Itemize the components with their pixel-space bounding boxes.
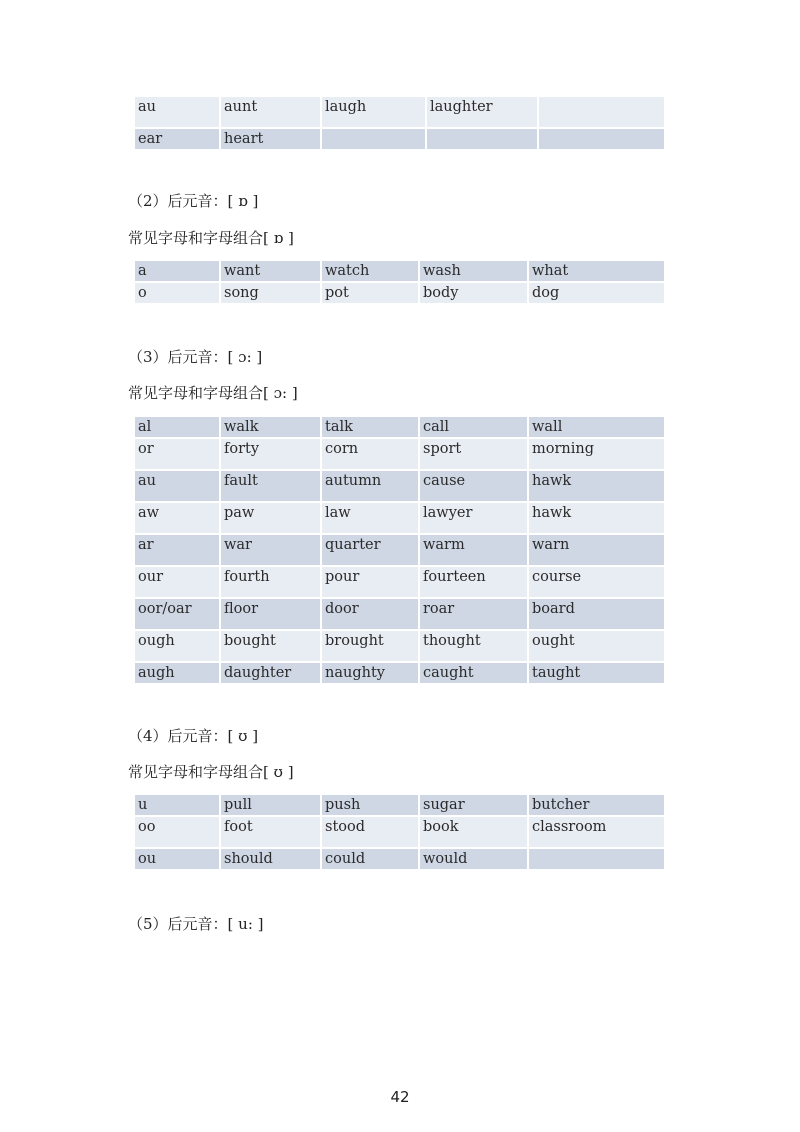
table-cell: autumn [322, 471, 420, 503]
table-continued [135, 97, 664, 151]
table-cell: daughter [221, 663, 322, 685]
table-cell: thought [420, 631, 529, 663]
table-cell: warn [529, 535, 664, 567]
table-cell: pot [322, 283, 420, 305]
table-cell [427, 129, 539, 151]
table-cell: caught [420, 663, 529, 685]
table-cell: song [221, 283, 322, 305]
table-row [135, 817, 664, 849]
table-cell: what [529, 261, 664, 283]
table-row [135, 599, 664, 631]
table-cell: dog [529, 283, 664, 305]
table-cell: wall [529, 417, 664, 439]
table-cell: brought [322, 631, 420, 663]
table-cell: ar [135, 535, 221, 567]
table-cell: au [135, 471, 221, 503]
table-cell: stood [322, 817, 420, 849]
table-cell: o [135, 283, 221, 305]
table-row [135, 283, 664, 305]
table-cell: morning [529, 439, 664, 471]
table-cell: walk [221, 417, 322, 439]
table-cell: bought [221, 631, 322, 663]
table-cell: au [135, 97, 221, 129]
table-cell [529, 849, 664, 871]
table-cell: could [322, 849, 420, 871]
table-cell: sport [420, 439, 529, 471]
table-cell: taught [529, 663, 664, 685]
table-row [135, 417, 664, 439]
table-cell: oo [135, 817, 221, 849]
table-cell: forty [221, 439, 322, 471]
table-row [135, 261, 664, 283]
table-cell: should [221, 849, 322, 871]
table-cell: floor [221, 599, 322, 631]
table-row [135, 97, 664, 129]
table-cell: lawyer [420, 503, 529, 535]
table-row [135, 795, 664, 817]
table-row [135, 631, 664, 663]
table-row [135, 439, 664, 471]
table-cell: laughter [427, 97, 539, 129]
table-cell: hawk [529, 471, 664, 503]
table-cell: laugh [322, 97, 427, 129]
table-o-short [135, 261, 664, 305]
table-cell: aunt [221, 97, 322, 129]
table-cell: board [529, 599, 664, 631]
table-cell [539, 129, 664, 151]
table-cell: ou [135, 849, 221, 871]
section-3-subtitle: 常见字母和字母组合[ ɔ: ] [128, 384, 298, 402]
table-cell: augh [135, 663, 221, 685]
table-cell: would [420, 849, 529, 871]
table-cell: fault [221, 471, 322, 503]
table-cell: course [529, 567, 664, 599]
table-cell: watch [322, 261, 420, 283]
table-row [135, 535, 664, 567]
table-cell: oor/oar [135, 599, 221, 631]
table-row [135, 849, 664, 871]
section-2-title: （2）后元音：[ ɒ ] [128, 192, 259, 210]
table-cell [322, 129, 427, 151]
table-cell: book [420, 817, 529, 849]
table-cell: aw [135, 503, 221, 535]
table-row [135, 471, 664, 503]
table-cell: want [221, 261, 322, 283]
section-5-title: （5）后元音：[ u: ] [128, 915, 264, 933]
section-4-title: （4）后元音：[ ʊ ] [128, 727, 259, 745]
table-cell: push [322, 795, 420, 817]
table-cell: door [322, 599, 420, 631]
table-cell: law [322, 503, 420, 535]
page-number: 42 [390, 1088, 410, 1106]
table-cell: ough [135, 631, 221, 663]
table-cell: ought [529, 631, 664, 663]
table-u-short [135, 795, 664, 871]
table-cell: naughty [322, 663, 420, 685]
table-cell: fourth [221, 567, 322, 599]
table-cell: war [221, 535, 322, 567]
table-cell: butcher [529, 795, 664, 817]
table-cell: ear [135, 129, 221, 151]
table-cell: pull [221, 795, 322, 817]
table-row [135, 129, 664, 151]
table-cell: corn [322, 439, 420, 471]
table-cell: heart [221, 129, 322, 151]
table-cell: al [135, 417, 221, 439]
table-row [135, 567, 664, 599]
table-cell: call [420, 417, 529, 439]
section-2-subtitle: 常见字母和字母组合[ ɒ ] [128, 229, 294, 247]
table-cell: wash [420, 261, 529, 283]
table-cell: foot [221, 817, 322, 849]
table-cell: fourteen [420, 567, 529, 599]
table-cell: cause [420, 471, 529, 503]
table-cell: talk [322, 417, 420, 439]
section-4-subtitle: 常见字母和字母组合[ ʊ ] [128, 763, 294, 781]
table-cell: classroom [529, 817, 664, 849]
table-cell: paw [221, 503, 322, 535]
section-3-title: （3）后元音：[ ɔ: ] [128, 348, 263, 366]
table-cell: pour [322, 567, 420, 599]
table-row [135, 663, 664, 685]
table-cell: body [420, 283, 529, 305]
table-cell: or [135, 439, 221, 471]
table-cell: our [135, 567, 221, 599]
table-cell: quarter [322, 535, 420, 567]
table-cell: warm [420, 535, 529, 567]
table-cell: sugar [420, 795, 529, 817]
table-cell: a [135, 261, 221, 283]
table-cell [539, 97, 664, 129]
table-cell: u [135, 795, 221, 817]
table-row [135, 503, 664, 535]
table-cell: roar [420, 599, 529, 631]
table-o-long [135, 417, 664, 685]
table-cell: hawk [529, 503, 664, 535]
